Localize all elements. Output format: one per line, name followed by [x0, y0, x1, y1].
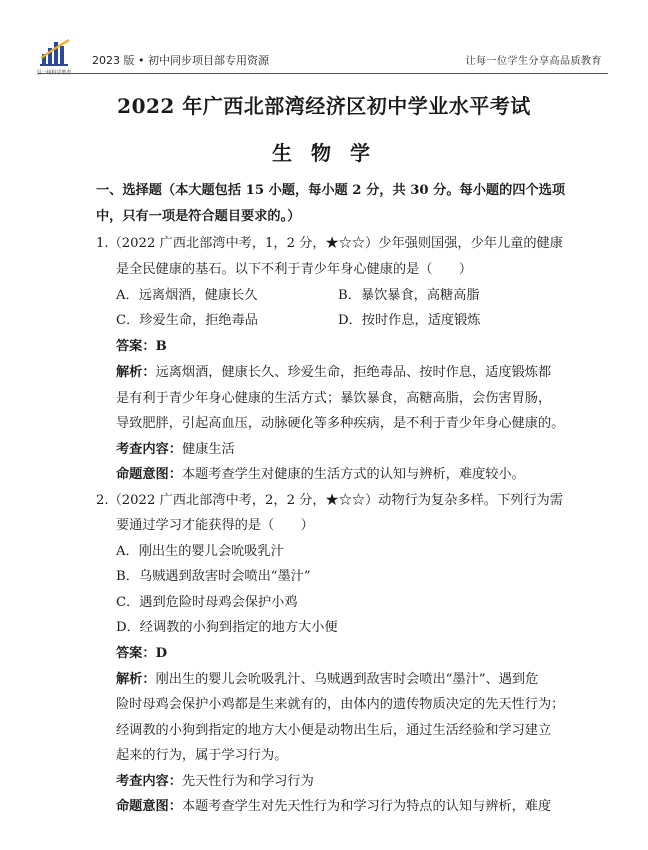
q2-option-d: D．经调教的小狗到指定的地方大小便 [116, 620, 338, 635]
q2-content [116, 774, 314, 790]
q1-answer [116, 339, 167, 355]
q1-intent-label: 命题意图： [116, 467, 182, 482]
section-heading-line2: 中，只有一项是符合题目要求的。） [96, 209, 301, 224]
q1-content [116, 442, 235, 458]
q2-answer-value: D [155, 646, 167, 661]
q1-answer-label: 答案： [116, 339, 156, 354]
q2-content-label: 考查内容： [116, 774, 182, 789]
q2-stem-line2: 要通过学习才能获得的是（ ） [116, 518, 314, 533]
header-right-slogan: 让每一位学生分享高品质教育 [465, 56, 602, 67]
q1-analysis-line2: 是有利于青少年身心健康的生活方式；暴饮暴食，高糖高脂，会伤害胃肠， [116, 391, 552, 406]
header-left-text: 2023 版 • 初中同步项目部专用资源 [92, 54, 269, 67]
q1-analysis-line1 [116, 365, 551, 381]
q2-intent [116, 799, 551, 815]
q1-stem-line1: 1.（2022 广西北部湾中考，1，2 分，★☆☆）少年强则国强，少年儿童的健康 [96, 236, 563, 251]
q2-analysis-label: 解析： [116, 672, 156, 687]
q2-intent-label: 命题意图： [116, 799, 182, 814]
exam-title: 2022 年广西北部湾经济区初中学业水平考试 [117, 94, 531, 118]
q2-analysis-line3: 经调教的小狗到指定的地方大小便是动物出生后，通过生活经验和学习建立 [116, 723, 552, 738]
q1-analysis-line3: 导致肥胖，引起高血压，动脉硬化等多种疾病，是不利于青少年身心健康的。 [116, 416, 565, 431]
q2-answer [116, 646, 167, 662]
q2-answer-label: 答案： [116, 646, 156, 661]
q2-stem-line1: 2.（2022 广西北部湾中考，2，2 分，★☆☆）动物行为复杂多样。下列行为需 [96, 493, 563, 508]
q2-option-a: A．刚出生的婴儿会吮吸乳汁 [116, 544, 284, 559]
q1-intent [116, 467, 525, 483]
section-heading-line1: 一、选择题（本大题包括 15 小题，每小题 2 分，共 30 分。每小题的四个选项 [96, 183, 566, 198]
q1-intent-text: 本题考查学生对健康的生活方式的认知与辨析，难度较小。 [181, 467, 525, 482]
q2-analysis-text: 刚出生的婴儿会吮吸乳汁、乌贼遇到敌害时会喷出“墨汁”、遇到危 [155, 672, 539, 687]
q1-analysis-text: 远离烟酒，健康长久、珍爱生命，拒绝毒品、按时作息，适度锻炼都 [155, 365, 552, 380]
q2-option-b: B．乌贼遇到敌害时会喷出“墨汁” [116, 569, 311, 584]
school-logo-icon [40, 36, 70, 68]
q1-option-c: C．珍爱生命，拒绝毒品 [116, 313, 258, 328]
q2-intent-text: 本题考查学生对先天性行为和学习行为特点的认知与辨析，难度 [181, 799, 552, 814]
q1-content-text: 健康生活 [181, 442, 235, 457]
q1-stem-line2: 是全民健康的基石。以下不利于青少年身心健康的是（ ） [116, 262, 473, 277]
q2-analysis-line4: 起来的行为，属于学习行为。 [116, 748, 288, 763]
header-divider [38, 73, 608, 74]
q1-answer-value: B [155, 339, 167, 354]
q2-content-text: 先天性行为和学习行为 [181, 774, 314, 789]
q2-option-c: C．遇到危险时母鸡会保护小鸡 [116, 595, 298, 610]
logo-text: 县一线科学教育 [36, 70, 72, 76]
q1-option-b: B．暴饮暴食，高糖高脂 [338, 288, 480, 303]
page-header [0, 0, 648, 80]
q2-analysis-line1 [116, 672, 538, 688]
subject-title: 生 物 学 [272, 141, 376, 165]
q1-content-label: 考查内容： [116, 442, 182, 457]
q2-analysis-line2: 险时母鸡会保护小鸡都是生来就有的，由体内的遗传物质决定的先天性行为； [116, 697, 565, 712]
q1-option-a: A．远离烟酒，健康长久 [116, 288, 258, 303]
q1-analysis-label: 解析： [116, 365, 156, 380]
q1-option-d: D．按时作息，适度锻炼 [338, 313, 481, 328]
